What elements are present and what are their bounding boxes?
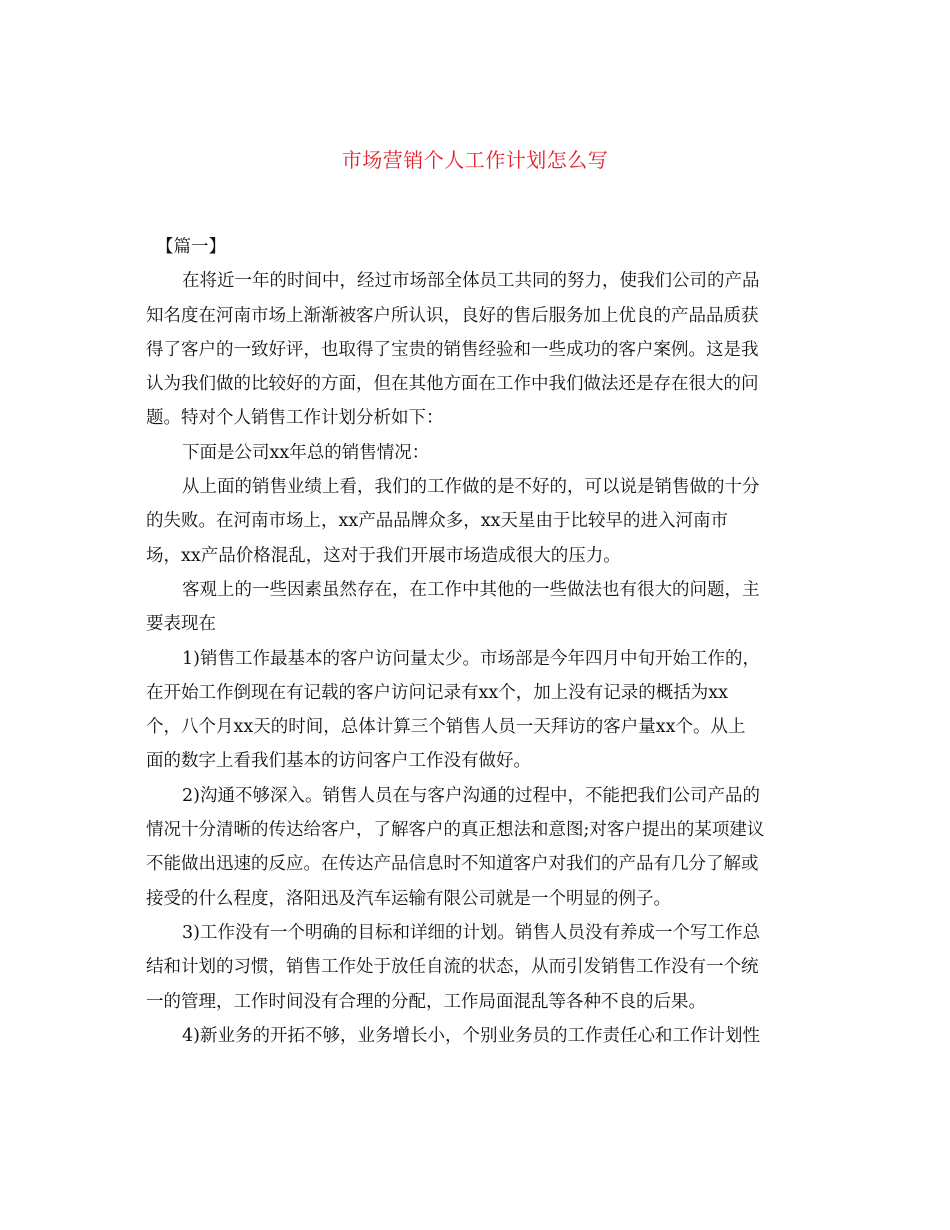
- paragraph-line: 的失败。在河南市场上，xx产品品牌众多，xx天星由于比较早的进入河南市: [146, 511, 728, 532]
- paragraph-1: [146, 264, 800, 435]
- paragraph-line: 下面是公司xx年总的销售情况：: [182, 442, 430, 463]
- paragraph-4: [146, 573, 800, 642]
- paragraph-line: 面的数字上看我们基本的访问客户工作没有做好。: [146, 751, 531, 772]
- document-title: 市场营销个人工作计划怎么写: [341, 148, 609, 172]
- paragraph-3: [146, 470, 800, 573]
- paragraph-line: 要表现在: [146, 614, 216, 635]
- paragraph-line: 4)新业务的开拓不够，业务增长小，个别业务员的工作责任心和工作计划性: [182, 1025, 760, 1046]
- paragraph-line: 在开始工作倒现在有记载的客户访问记录有xx个，加上没有记录的概括为xx: [146, 682, 728, 703]
- paragraph-5: [146, 642, 800, 779]
- paragraph-line: 知名度在河南市场上渐渐被客户所认识，良好的售后服务加上优良的产品品质获: [146, 305, 759, 326]
- paragraph-line: 1)销售工作最基本的客户访问量太少。市场部是今年四月中旬开始工作的，: [182, 648, 760, 669]
- paragraph-6: [146, 779, 800, 916]
- paragraph-line: 结和计划的习惯，销售工作处于放任自流的状态，从而引发销售工作没有一个统: [146, 957, 759, 978]
- paragraph-line: 题。特对个人销售工作计划分析如下：: [146, 408, 444, 429]
- paragraph-line: 不能做出迅速的反应。在传达产品信息时不知道客户对我们的产品有几分了解或: [146, 854, 759, 875]
- paragraph-line: 2)沟通不够深入。销售人员在与客户沟通的过程中，不能把我们公司产品的: [182, 785, 760, 806]
- paragraph-line: 3)工作没有一个明确的目标和详细的计划。销售人员没有养成一个写工作总: [182, 922, 760, 943]
- paragraph-line: 情况十分清晰的传达给客户，了解客户的真正想法和意图;对客户提出的某项建议: [146, 820, 765, 841]
- paragraph-line: 认为我们做的比较好的方面，但在其他方面在工作中我们做法还是存在很大的问: [146, 374, 759, 395]
- paragraph-line: 一的管理，工作时间没有合理的分配，工作局面混乱等各种不良的后果。: [146, 991, 706, 1012]
- paragraph-7: [146, 916, 800, 1019]
- paragraph-line: 得了客户的一致好评，也取得了宝贵的销售经验和一些成功的客户案例。这是我: [146, 339, 759, 360]
- paragraph-line: 在将近一年的时间中，经过市场部全体员工共同的努力，使我们公司的产品: [182, 271, 760, 292]
- paragraph-line: 客观上的一些因素虽然存在，在工作中其他的一些做法也有很大的问题，主: [182, 579, 760, 600]
- section-label: 【篇一】: [156, 237, 226, 257]
- paragraph-8: [146, 1019, 800, 1053]
- paragraph-line: 从上面的销售业绩上看，我们的工作做的是不好的，可以说是销售做的十分: [182, 477, 760, 498]
- paragraph-2: [146, 436, 800, 470]
- paragraph-line: 接受的什么程度，洛阳迅及汽车运输有限公司就是一个明显的例子。: [146, 888, 671, 909]
- paragraph-line: 场，xx产品价格混乱，这对于我们开展市场造成很大的压力。: [146, 545, 621, 566]
- document-body: [146, 230, 800, 1053]
- paragraph-line: 个，八个月xx天的时间，总体计算三个销售人员一天拜访的客户量xx个。从上: [146, 717, 746, 738]
